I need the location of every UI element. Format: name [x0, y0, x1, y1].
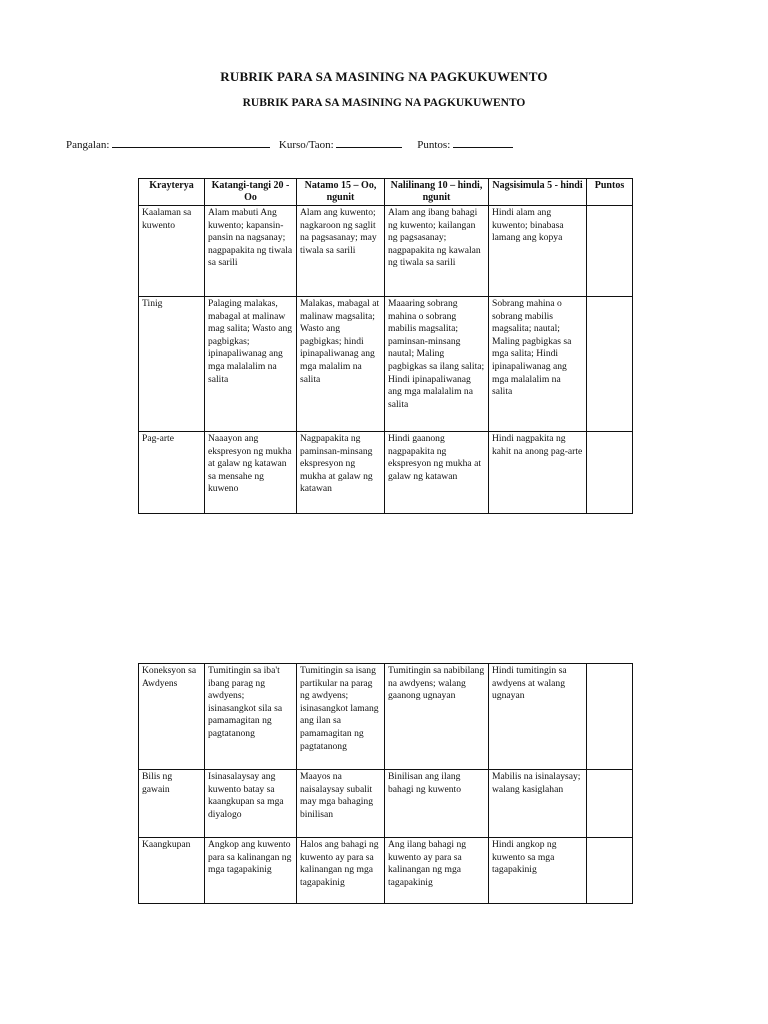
- points-cell[interactable]: [587, 432, 633, 514]
- score-15-cell: Maayos na naisalaysay subalit may mga bahaging binilisan: [297, 770, 385, 838]
- points-blank[interactable]: [453, 137, 513, 148]
- points-cell[interactable]: [587, 770, 633, 838]
- table-row: [139, 432, 633, 514]
- table-row: [139, 664, 633, 770]
- header-nalilinang: Nalilinang 10 – hindi, ngunit: [385, 179, 489, 206]
- table-row: [139, 297, 633, 432]
- points-cell[interactable]: [587, 838, 633, 904]
- points-cell[interactable]: [587, 297, 633, 432]
- points-label: Puntos:: [417, 139, 451, 151]
- points-cell[interactable]: [587, 206, 633, 297]
- score-5-cell: Mabilis na isinalaysay; walang kasiglahan: [489, 770, 587, 838]
- criterion-cell: Kaangkupan: [139, 838, 205, 904]
- points-cell[interactable]: [587, 664, 633, 770]
- header-katangi-tangi: Katangi-tangi 20 - Oo: [205, 179, 297, 206]
- criterion-cell: Pag-arte: [139, 432, 205, 514]
- score-20-cell: Alam mabuti Ang kuwento; kapansin-pansin na nagsanay; nagpapakita ng tiwala sa sarili: [205, 206, 297, 297]
- course-label: Kurso/Taon:: [278, 139, 334, 151]
- score-20-cell: Tumitingin sa iba't ibang parag ng awdyens; isinasangkot sila sa pamamagitan ng pagtatanong: [205, 664, 297, 770]
- table-row: [139, 770, 633, 838]
- document-title: RUBRIK PARA SA MASINING NA PAGKUKUWENTO: [220, 69, 548, 84]
- score-10-cell: Maaaring sobrang mahina o sobrang mabilis magsalita; paminsan-minsang nautal; Maling pagbigkas sa ilang salita; Hindi ipinapaliwanag ang mga malalalim na salita: [385, 297, 489, 432]
- score-5-cell: Hindi nagpakita ng kahit na anong pag-arte: [489, 432, 587, 514]
- name-blank[interactable]: [112, 137, 270, 148]
- rubric-table-part2: [138, 663, 633, 904]
- score-15-cell: Malakas, mabagal at malinaw magsalita; Wasto ang pagbigkas; hindi ipinapaliwanag ang mga malalim na salita: [297, 297, 385, 432]
- header-nagsisimula: Nagsisimula 5 - hindi: [489, 179, 587, 206]
- score-5-cell: Sobrang mahina o sobrang mabilis magsalita; nautal; Maling pagbigkas sa mga salita; Hindi ipinapaliwanag ang mga malalalim na salita: [489, 297, 587, 432]
- header-natamo: Natamo 15 – Oo, ngunit: [297, 179, 385, 206]
- score-15-cell: Nagpapakita ng paminsan-minsang ekspresyon ng mukha at galaw ng katawan: [297, 432, 385, 514]
- score-10-cell: Binilisan ang ilang bahagi ng kuwento: [385, 770, 489, 838]
- table-row: [139, 206, 633, 297]
- score-5-cell: Hindi tumitingin sa awdyens at walang ugnayan: [489, 664, 587, 770]
- table-row: [139, 838, 633, 904]
- score-5-cell: Hindi angkop ng kuwento sa mga tagapakinig: [489, 838, 587, 904]
- score-20-cell: Isinasalaysay ang kuwento batay sa kaangkupan sa mga diyalogo: [205, 770, 297, 838]
- rubric-table-part1: [138, 178, 633, 514]
- criterion-cell: Koneksyon sa Awdyens: [139, 664, 205, 770]
- student-info-line: [66, 137, 519, 151]
- header-puntos: Puntos: [587, 179, 633, 206]
- criterion-cell: Tinig: [139, 297, 205, 432]
- score-10-cell: Tumitingin sa nabibilang na awdyens; walang gaanong ugnayan: [385, 664, 489, 770]
- score-15-cell: Halos ang bahagi ng kuwento ay para sa kalinangan ng mga tagapakinig: [297, 838, 385, 904]
- score-10-cell: Ang ilang bahagi ng kuwento ay para sa kalinangan ng mga tagapakinig: [385, 838, 489, 904]
- score-20-cell: Angkop ang kuwento para sa kalinangan ng mga tagapakinig: [205, 838, 297, 904]
- course-blank[interactable]: [336, 137, 402, 148]
- header-row: [139, 179, 633, 206]
- document-subtitle: RUBRIK PARA SA MASINING NA PAGKUKUWENTO: [242, 97, 526, 109]
- score-5-cell: Hindi alam ang kuwento; binabasa lamang ang kopya: [489, 206, 587, 297]
- score-15-cell: Tumitingin sa isang partikular na parag ng awdyens; isinasangkot lamang ang ilan sa pamamagitan ng pagtatanong: [297, 664, 385, 770]
- criterion-cell: Bilis ng gawain: [139, 770, 205, 838]
- score-20-cell: Naaayon ang ekspresyon ng mukha at galaw ng katawan sa mensahe ng kuweno: [205, 432, 297, 514]
- name-label: Pangalan:: [66, 139, 110, 151]
- criterion-cell: Kaalaman sa kuwento: [139, 206, 205, 297]
- score-20-cell: Palaging malakas, mabagal at malinaw mag salita; Wasto ang pagbigkas; ipinapaliwanag ang mga malalalim na salita: [205, 297, 297, 432]
- score-10-cell: Alam ang ibang bahagi ng kuwento; kailangan ng pagsasanay; nagpapakita ng kawalan ng tiwala sa sarili: [385, 206, 489, 297]
- score-10-cell: Hindi gaanong nagpapakita ng ekspresyon ng mukha at galaw ng katawan: [385, 432, 489, 514]
- score-15-cell: Alam ang kuwento; nagkaroon ng saglit na pagsasanay; may tiwala sa sarili: [297, 206, 385, 297]
- header-krayterya: Krayterya: [139, 179, 205, 206]
